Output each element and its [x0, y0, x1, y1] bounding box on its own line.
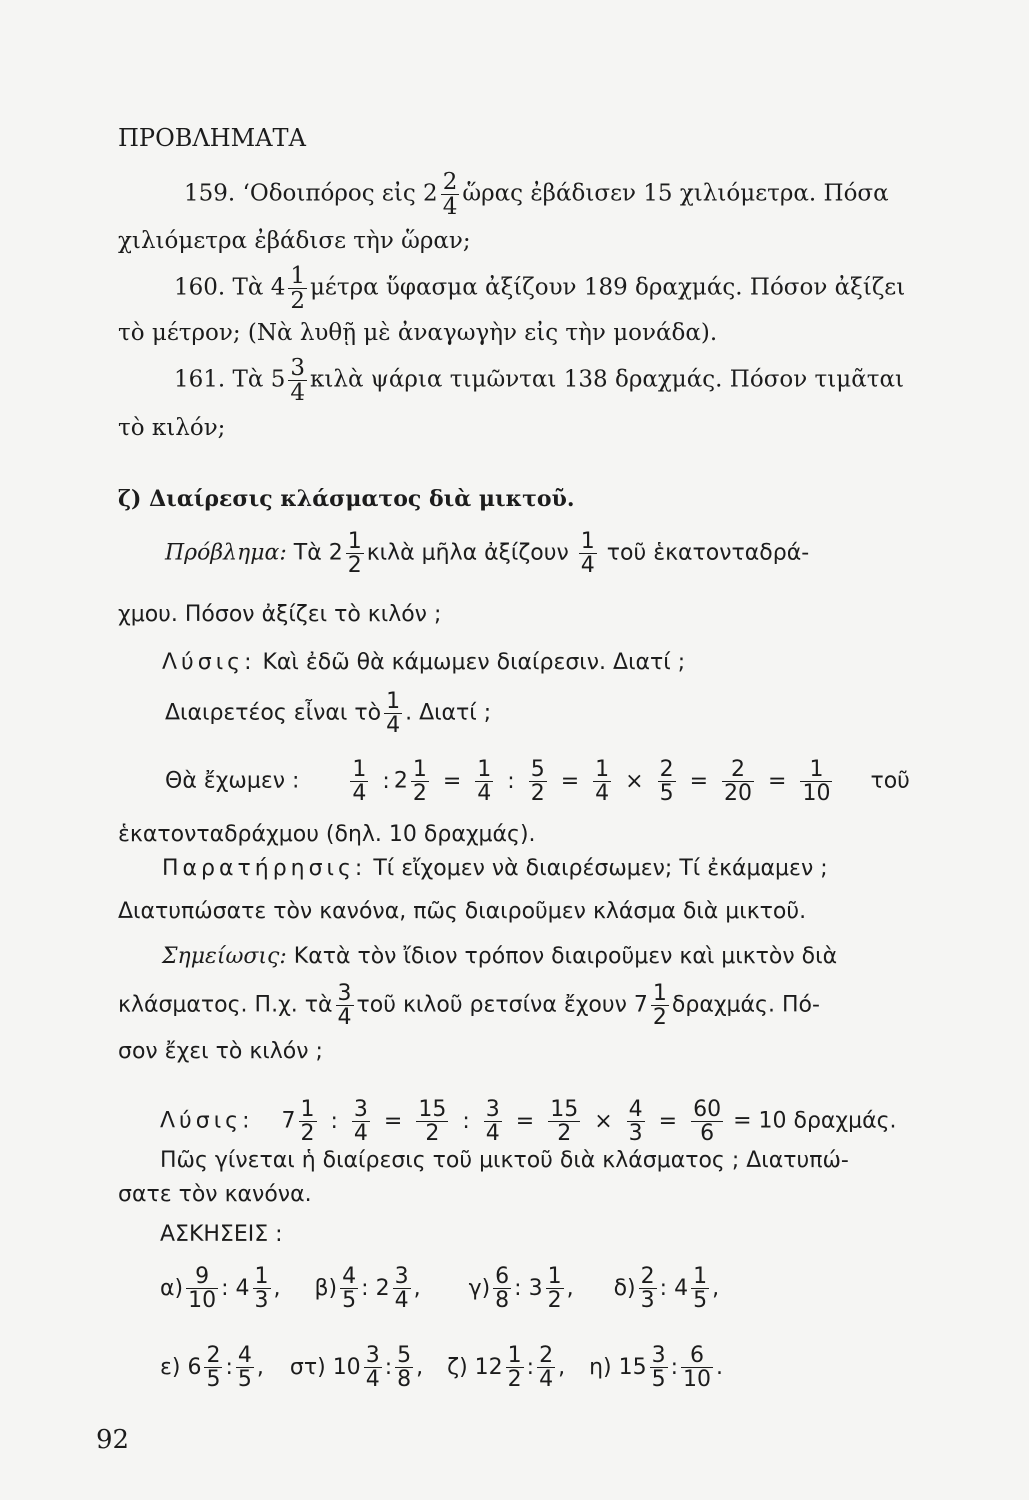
fraction: $\frac{1}{4}$ [386, 689, 401, 739]
fraction: $\frac{2}{3}$ [640, 1264, 655, 1314]
fraction: $\frac{15}{2}$ [418, 1097, 447, 1147]
fraction: $\frac{1}{2}$ [547, 1264, 562, 1314]
problem-161-line2: τὸ κιλόν; [118, 415, 226, 441]
exercise-item: ζ) 12 $\frac{1}{2}$ : $\frac{2}{4}$ , [447, 1343, 566, 1393]
exercise-item: γ) $\frac{6}{8}$ : 3 $\frac{1}{2}$ , [468, 1264, 574, 1314]
equation-line1: Θὰ ἔχωμεν : $\frac{1}{4}$ : 2 $\frac{1}{2}$ = $\frac{1}{4}$ : $\frac{5}{2}$ = $\frac{1}{4}$ × $\frac{2}{5}$ = $\frac{2}{20}$ = $\frac{1}{10}$ τοῦ [165, 757, 910, 807]
solution2-line1: Λύσις: 7 $\frac{1}{2}$ : $\frac{3}{4}$ = $\frac{15}{2}$ : $\frac{3}{4}$ = $\frac{15}{2}$ × $\frac{4}{3}$ = $\frac{60}{6}$ = 10 δραχμάς. [160, 1097, 897, 1147]
exercises-title: ΑΣΚΗΣΕΙΣ : [160, 1222, 283, 1247]
fraction: $\frac{5}{2}$ [530, 757, 545, 807]
fraction: $\frac{6}{8}$ [495, 1264, 510, 1314]
fraction: $\frac{3}{4}$ [337, 981, 352, 1031]
solution-line2: Διαιρετέος εἶναι τὸ $\frac{1}{4}$ . Διατί ; [165, 689, 492, 739]
fraction: $\frac{4}{5}$ [237, 1343, 252, 1393]
fraction: $\frac{1}{2}$ [412, 757, 427, 807]
fraction: $\frac{1}{2}$ [347, 529, 362, 579]
note-line2: κλάσματος. Π.χ. τὰ $\frac{3}{4}$ τοῦ κιλοῦ ρετσίνα ἔχουν 7 $\frac{1}{2}$ δραχμάς. Πό- [118, 981, 820, 1031]
fraction: $\frac{6}{10}$ [683, 1343, 712, 1393]
fraction: $\frac{1}{3}$ [254, 1264, 269, 1314]
exercise-item: η) 15 $\frac{3}{5}$ : $\frac{6}{10}$ . [589, 1343, 724, 1393]
section-heading: ΠΡΟΒΛΗΜΑΤΑ [118, 124, 306, 152]
page-number: 92 [96, 1425, 130, 1455]
fraction: $\frac{1}{4}$ [352, 757, 367, 807]
solution2-line3: σατε τὸν κανόνα. [118, 1182, 312, 1207]
fraction: $\frac{5}{8}$ [397, 1343, 412, 1393]
fraction: $\frac{3}{4}$ [353, 1097, 368, 1147]
fraction: $\frac{3}{5}$ [651, 1343, 666, 1393]
fraction: $\frac{15}{2}$ [550, 1097, 579, 1147]
fraction: $\frac{2}{4}$ [442, 169, 458, 221]
exercise-item: α) $\frac{9}{10}$ : 4 $\frac{1}{3}$ , [160, 1264, 281, 1314]
note-line1: Σημείωσις: Κατὰ τὸν ἴδιον τρόπον διαιροῦμεν καὶ μικτὸν διὰ [162, 944, 838, 969]
fraction: $\frac{2}{4}$ [539, 1343, 554, 1393]
fraction: $\frac{1}{2}$ [290, 263, 305, 315]
exercise-item: στ) 10 $\frac{3}{4}$ : $\frac{5}{8}$ , [289, 1343, 424, 1393]
exercise-item: δ) $\frac{2}{3}$ : 4 $\frac{1}{5}$ , [613, 1264, 720, 1314]
exercises-row1 [160, 1265, 719, 1312]
problem-line1: Πρόβλημα: Τὰ 2 $\frac{1}{2}$ κιλὰ μῆλα ἀξίζουν $\frac{1}{4}$ τοῦ ἑκατονταδρά- [165, 529, 810, 579]
fraction: $\frac{3}{4}$ [290, 355, 305, 407]
fraction: $\frac{1}{10}$ [802, 757, 831, 807]
fraction: $\frac{1}{4}$ [595, 757, 610, 807]
fraction: $\frac{2}{5}$ [206, 1343, 221, 1393]
fraction: $\frac{4}{3}$ [628, 1097, 643, 1147]
subsection-title: ζ) Διαίρεσις κλάσματος διὰ μικτοῦ. [118, 486, 575, 512]
fraction: $\frac{2}{5}$ [659, 757, 674, 807]
exercise-item: β) $\frac{4}{5}$ : 2 $\frac{3}{4}$ , [314, 1264, 421, 1314]
fraction: $\frac{1}{2}$ [300, 1097, 315, 1147]
problem-160-line1: 160. Τὰ 4 $\frac{1}{2}$ μέτρα ὕφασμα ἀξίζουν 189 δραχμάς. Πόσον ἀξίζει [174, 263, 906, 315]
problem-160-line2: τὸ μέτρον; (Νὰ λυθῇ μὲ ἀναγωγὴν εἰς τὴν μονάδα). [118, 320, 718, 346]
exercise-item: ε) 6 $\frac{2}{5}$ : $\frac{4}{5}$ , [160, 1343, 264, 1393]
fraction: $\frac{3}{4}$ [394, 1264, 409, 1314]
fraction: $\frac{1}{2}$ [507, 1343, 522, 1393]
fraction: $\frac{2}{20}$ [724, 757, 753, 807]
fraction: $\frac{1}{4}$ [580, 529, 595, 579]
problem-159-line2: χιλιόμετρα ἐβάδισε τὴν ὥραν; [118, 228, 471, 254]
observation-line2: Διατυπώσατε τὸν κανόνα, πῶς διαιροῦμεν κλάσμα διὰ μικτοῦ. [118, 899, 807, 924]
fraction: $\frac{1}{4}$ [477, 757, 492, 807]
problem-161-line1: 161. Τὰ 5 $\frac{3}{4}$ κιλὰ ψάρια τιμῶνται 138 δραχμάς. Πόσον τιμᾶται [174, 355, 905, 407]
solution-line1: Λύσις: Καὶ ἐδῶ θὰ κάμωμεν διαίρεσιν. Διατί ; [162, 650, 686, 675]
fraction: $\frac{4}{5}$ [342, 1264, 357, 1314]
fraction: $\frac{3}{4}$ [365, 1343, 380, 1393]
fraction: $\frac{60}{6}$ [693, 1097, 722, 1147]
fraction: $\frac{9}{10}$ [188, 1264, 217, 1314]
equation-line2: ἑκατονταδράχμου (δηλ. 10 δραχμάς). [118, 822, 536, 847]
observation-line1: Παρατήρησις: Τί εἴχομεν νὰ διαιρέσωμεν; Τί ἐκάμαμεν ; [162, 856, 828, 881]
fraction: $\frac{1}{2}$ [652, 981, 667, 1031]
exercises-row2 [160, 1344, 723, 1391]
problem-line2: χμου. Πόσον ἀξίζει τὸ κιλόν ; [118, 602, 442, 627]
problem-159-line1: 159. ‘Οδοιπόρος εἰς 2 $\frac{2}{4}$ ὥρας ἐβάδισεν 15 χιλιόμετρα. Πόσα [184, 169, 889, 221]
solution2-line2: Πῶς γίνεται ἡ διαίρεσις τοῦ μικτοῦ διὰ κλάσματος ; Διατυπώ- [160, 1148, 849, 1173]
fraction: $\frac{3}{4}$ [485, 1097, 500, 1147]
fraction: $\frac{1}{5}$ [693, 1264, 708, 1314]
note-line3: σον ἔχει τὸ κιλόν ; [118, 1039, 323, 1064]
